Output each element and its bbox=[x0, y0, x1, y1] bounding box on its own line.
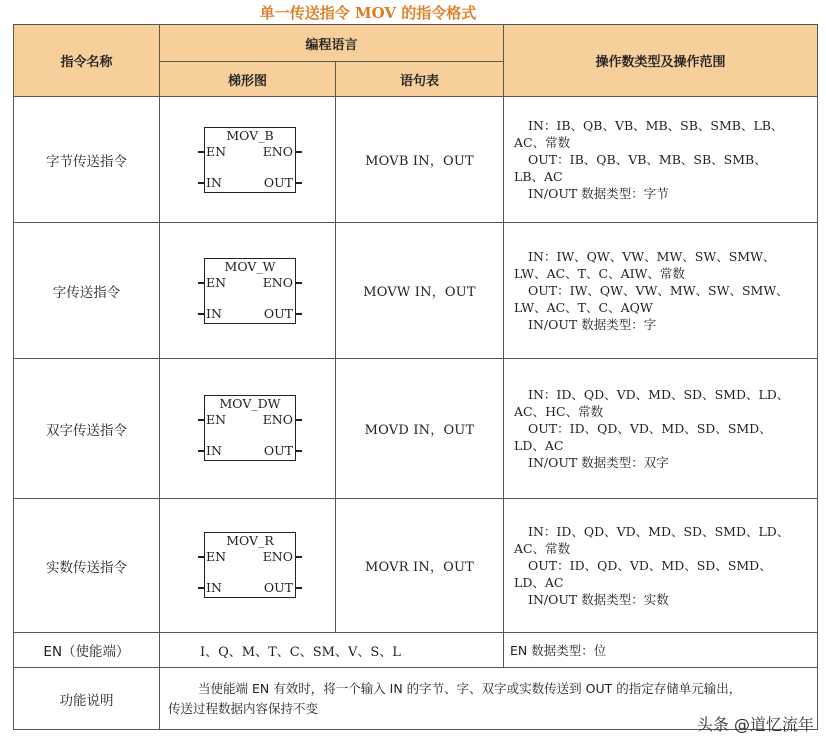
table-row bbox=[14, 223, 818, 359]
box-name: MOV_DW bbox=[219, 396, 281, 411]
operand-range bbox=[504, 499, 818, 633]
stl-statement: MOVB IN，OUT bbox=[336, 97, 504, 223]
pin-en: EN bbox=[206, 549, 227, 564]
ladder-box bbox=[204, 395, 296, 461]
box-name: MOV_B bbox=[226, 128, 274, 143]
ops-line: LD、AC bbox=[514, 438, 564, 453]
func-line: 传送过程数据内容保持不变 bbox=[168, 700, 319, 716]
pin-eno: ENO bbox=[262, 549, 293, 564]
instruction-name: 字节传送指令 bbox=[14, 97, 160, 223]
ops-line: IN：ID、QD、VD、MD、SD、SMD、LD、 bbox=[528, 524, 790, 539]
pin-eno: ENO bbox=[262, 275, 293, 290]
stl-statement: MOVR IN，OUT bbox=[336, 499, 504, 633]
ops-line: AC、常数 bbox=[514, 135, 571, 150]
pin-en: EN bbox=[206, 144, 227, 159]
en-values: I、Q、M、T、C、SM、V、S、L bbox=[160, 633, 504, 668]
table-row bbox=[14, 359, 818, 499]
ops-line: OUT：ID、QD、VD、MD、SD、SMD、 bbox=[528, 558, 772, 573]
ops-line: LB、AC bbox=[514, 169, 563, 184]
ops-line: AC、常数 bbox=[514, 541, 571, 556]
box-name: MOV_R bbox=[226, 533, 274, 548]
ops-line: LD、AC bbox=[514, 575, 564, 590]
instruction-format-table bbox=[13, 24, 818, 730]
ops-line: AC、HC、常数 bbox=[514, 404, 604, 419]
ladder-diagram bbox=[160, 97, 336, 223]
instruction-name: 实数传送指令 bbox=[14, 499, 160, 633]
pin-en: EN bbox=[206, 275, 227, 290]
ops-line: LW、AC、T、C、AQW bbox=[514, 300, 653, 315]
header-ladder: 梯形图 bbox=[160, 62, 336, 97]
ops-line: LW、AC、T、C、AIW、常数 bbox=[514, 266, 685, 281]
table-row bbox=[14, 633, 818, 668]
pin-out: OUT bbox=[263, 175, 293, 190]
pin-in: IN bbox=[206, 175, 222, 190]
ops-line: OUT：IB、QB、VB、MB、SB、SMB、 bbox=[528, 152, 767, 167]
operand-range bbox=[504, 359, 818, 499]
func-label: 功能说明 bbox=[14, 668, 160, 730]
watermark: 头条 @道忆流年 bbox=[696, 715, 814, 734]
header-ops: 操作数类型及操作范围 bbox=[504, 25, 818, 97]
table-title: 单一传送指令 MOV 的指令格式 bbox=[259, 4, 477, 22]
ops-line: IN/OUT 数据类型：字节 bbox=[528, 186, 669, 201]
ops-line: IN：IW、QW、VW、MW、SW、SMW、 bbox=[528, 249, 776, 264]
ops-line: IN/OUT 数据类型：双字 bbox=[528, 455, 669, 470]
table-row bbox=[14, 97, 818, 223]
header-stl: 语句表 bbox=[336, 62, 504, 97]
table-row bbox=[14, 499, 818, 633]
pin-in: IN bbox=[206, 306, 222, 321]
pin-out: OUT bbox=[263, 306, 293, 321]
ladder-diagram bbox=[160, 499, 336, 633]
ladder-diagram bbox=[160, 223, 336, 359]
instruction-name: 双字传送指令 bbox=[14, 359, 160, 499]
ladder-box bbox=[204, 532, 296, 598]
instruction-name: 字传送指令 bbox=[14, 223, 160, 359]
en-type: EN 数据类型：位 bbox=[504, 633, 818, 668]
func-line: 当使能端 EN 有效时，将一个输入 IN 的字节、字、双字或实数传送到 OUT 的指定存储单元输出， bbox=[198, 680, 742, 696]
pin-out: OUT bbox=[263, 443, 293, 458]
ops-line: IN/OUT 数据类型：字 bbox=[528, 317, 657, 332]
ops-line: OUT：ID、QD、VD、MD、SD、SMD、 bbox=[528, 421, 772, 436]
pin-in: IN bbox=[206, 580, 222, 595]
stl-statement: MOVW IN，OUT bbox=[336, 223, 504, 359]
pin-in: IN bbox=[206, 443, 222, 458]
ladder-box bbox=[204, 127, 296, 193]
box-name: MOV_W bbox=[224, 259, 276, 274]
ops-line: IN：IB、QB、VB、MB、SB、SMB、LB、 bbox=[528, 118, 784, 133]
pin-eno: ENO bbox=[262, 144, 293, 159]
ladder-diagram bbox=[160, 359, 336, 499]
pin-eno: ENO bbox=[262, 412, 293, 427]
header-lang: 编程语言 bbox=[160, 25, 504, 62]
pin-en: EN bbox=[206, 412, 227, 427]
pin-out: OUT bbox=[263, 580, 293, 595]
ops-line: OUT：IW、QW、VW、MW、SW、SMW、 bbox=[528, 283, 789, 298]
en-label: EN（使能端） bbox=[14, 633, 160, 668]
header-name: 指令名称 bbox=[14, 25, 160, 97]
operand-range bbox=[504, 223, 818, 359]
ladder-box bbox=[204, 258, 296, 324]
operand-range bbox=[504, 97, 818, 223]
ops-line: IN：ID、QD、VD、MD、SD、SMD、LD、 bbox=[528, 387, 790, 402]
stl-statement: MOVD IN，OUT bbox=[336, 359, 504, 499]
ops-line: IN/OUT 数据类型：实数 bbox=[528, 592, 669, 607]
